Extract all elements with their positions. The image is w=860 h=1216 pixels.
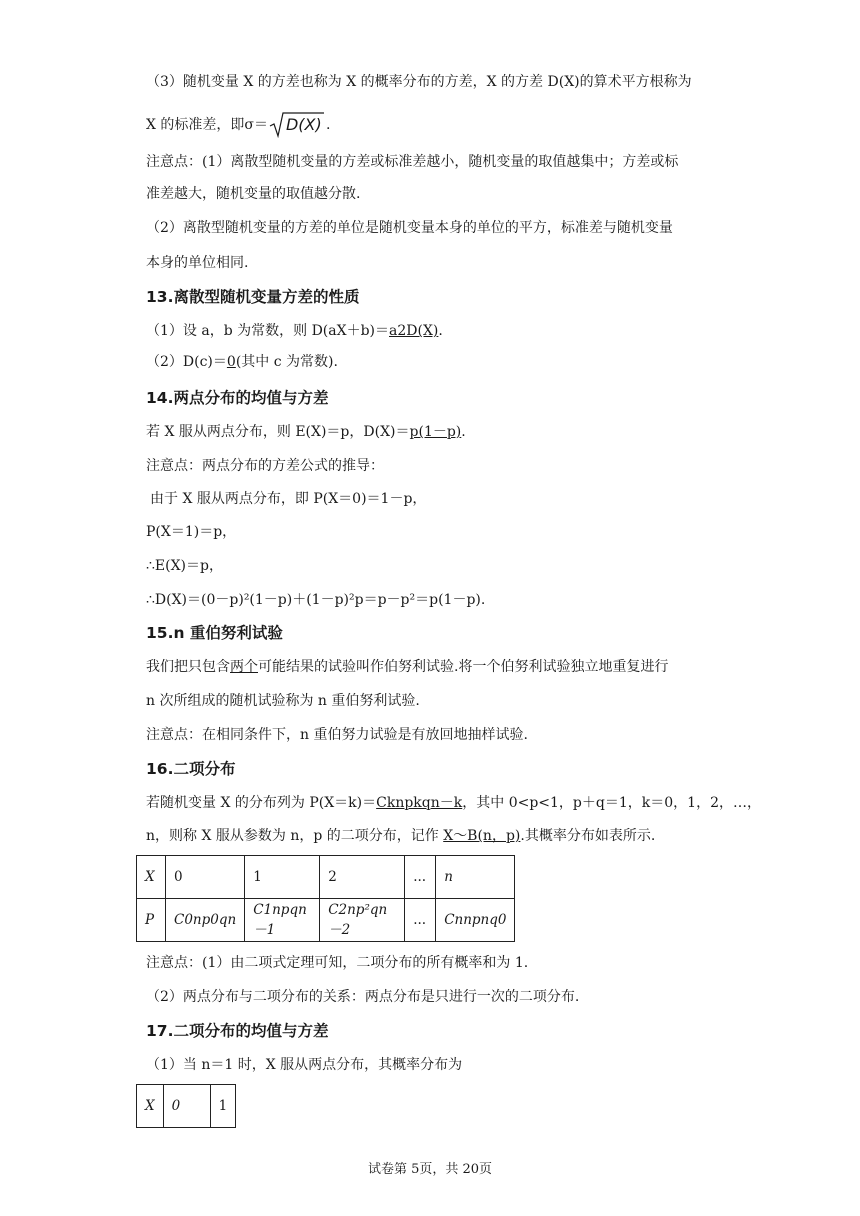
- table-cell: 1: [245, 856, 320, 899]
- text-segment: 若 X 服从两点分布，则 E(X)＝p，D(X)＝: [146, 424, 410, 440]
- underlined-answer: 两个: [230, 659, 258, 675]
- text-line: P(X＝1)＝p，: [146, 524, 237, 540]
- text-line: （2）离散型随机变量的方差的单位是随机变量本身的单位的平方，标准差与随机变量: [146, 220, 673, 236]
- text-line: 注意点：两点分布的方差公式的推导：: [146, 458, 384, 474]
- table-cell: 0: [163, 1085, 210, 1128]
- table-cell: P: [137, 899, 166, 942]
- text-segment: ，其中 0<p<1，p＋q＝1，k＝0，1，2，…，: [462, 795, 761, 811]
- underlined-answer: p(1－p): [409, 424, 462, 440]
- text-line: [146, 112, 330, 138]
- table-cell: Cnnpnq0: [436, 899, 515, 942]
- two-point-distribution-table: [136, 1084, 236, 1128]
- section-heading: 15.n 重伯努利试验: [146, 624, 283, 642]
- text-segment: 若随机变量 X 的分布列为 P(X＝k)＝: [146, 795, 377, 811]
- text-segment: （1）设 a，b 为常数，则 D(aX＋b)＝: [146, 323, 389, 339]
- underlined-answer: a2D(X): [389, 323, 439, 339]
- text-line: 注意点：在相同条件下，n 重伯努力试验是有放回地抽样试验.: [146, 727, 528, 743]
- text-line: 本身的单位相同.: [146, 255, 249, 271]
- text-line: 准差越大，随机变量的取值越分散.: [146, 186, 361, 202]
- section-heading: 14.两点分布的均值与方差: [146, 389, 329, 407]
- sqrt-formula: [268, 112, 326, 138]
- text-segment: .: [325, 117, 331, 133]
- text-line: n 次所组成的随机试验称为 n 重伯努利试验.: [146, 693, 420, 709]
- table-cell: 2: [320, 856, 405, 899]
- text-line: ∴E(X)＝p，: [146, 558, 223, 574]
- text-line: （1）当 n＝1 时，X 服从两点分布，其概率分布为: [146, 1057, 463, 1073]
- text-line: 由于 X 服从两点分布，即 P(X＝0)＝1－p，: [150, 491, 427, 507]
- table-row: [137, 899, 515, 942]
- text-segment: (其中 c 为常数).: [235, 354, 338, 370]
- text-segment: 我们把只包含: [146, 659, 230, 675]
- underlined-answer: Cknpkqn－k: [376, 795, 463, 811]
- underlined-answer: X～B(n，p): [443, 828, 521, 844]
- table-cell: 1: [210, 1085, 236, 1128]
- section-heading: 17.二项分布的均值与方差: [146, 1022, 329, 1040]
- section-heading: 16.二项分布: [146, 760, 236, 778]
- radicand: D(X): [285, 115, 322, 134]
- table-cell: C2np²qn－2: [320, 899, 405, 942]
- text-line: （3）随机变量 X 的方差也称为 X 的概率分布的方差，X 的方差 D(X)的算术平方根称为: [146, 74, 692, 90]
- binomial-distribution-table: [136, 855, 515, 942]
- table-cell: ...: [405, 899, 436, 942]
- text-line: [146, 826, 655, 846]
- text-line: [146, 422, 466, 442]
- text-segment: .: [461, 424, 466, 440]
- underlined-answer: 0: [226, 354, 236, 370]
- text-line: ∴D(X)＝(0－p)²(1－p)＋(1－p)²p＝p－p²＝p(1－p).: [146, 592, 486, 608]
- text-line: 注意点：(1）离散型随机变量的方差或标准差越小，随机变量的取值越集中；方差或标: [146, 154, 679, 170]
- table-cell: C1npqn－1: [245, 899, 320, 942]
- table-cell: 0: [166, 856, 245, 899]
- text-segment: .: [438, 323, 443, 339]
- text-segment: .其概率分布如表所示.: [520, 828, 656, 844]
- table-cell: n: [436, 856, 515, 899]
- text-line: [146, 793, 761, 813]
- table-row: [137, 856, 515, 899]
- text-line: （2）两点分布与二项分布的关系：两点分布是只进行一次的二项分布.: [146, 989, 580, 1005]
- section-heading: 13.离散型随机变量方差的性质: [146, 288, 360, 306]
- table-cell: X: [137, 856, 166, 899]
- text-segment: （2）D(c)＝: [146, 354, 227, 370]
- table-cell: C0np0qn: [166, 899, 245, 942]
- text-line: 注意点：(1）由二项式定理可知，二项分布的所有概率和为 1.: [146, 955, 529, 971]
- table-row: [137, 1085, 236, 1128]
- table-cell: ...: [405, 856, 436, 899]
- text-segment: n，则称 X 服从参数为 n，p 的二项分布，记作: [146, 828, 444, 844]
- text-segment: X 的标准差，即σ＝: [146, 117, 268, 133]
- table-cell: X: [137, 1085, 164, 1128]
- text-line: [146, 352, 338, 372]
- text-line: [146, 657, 668, 677]
- text-line: [146, 321, 443, 341]
- text-segment: 可能结果的试验叫作伯努利试验.将一个伯努利试验独立地重复进行: [258, 659, 669, 675]
- page-footer: 试卷第 5页，共 20页: [367, 1162, 493, 1177]
